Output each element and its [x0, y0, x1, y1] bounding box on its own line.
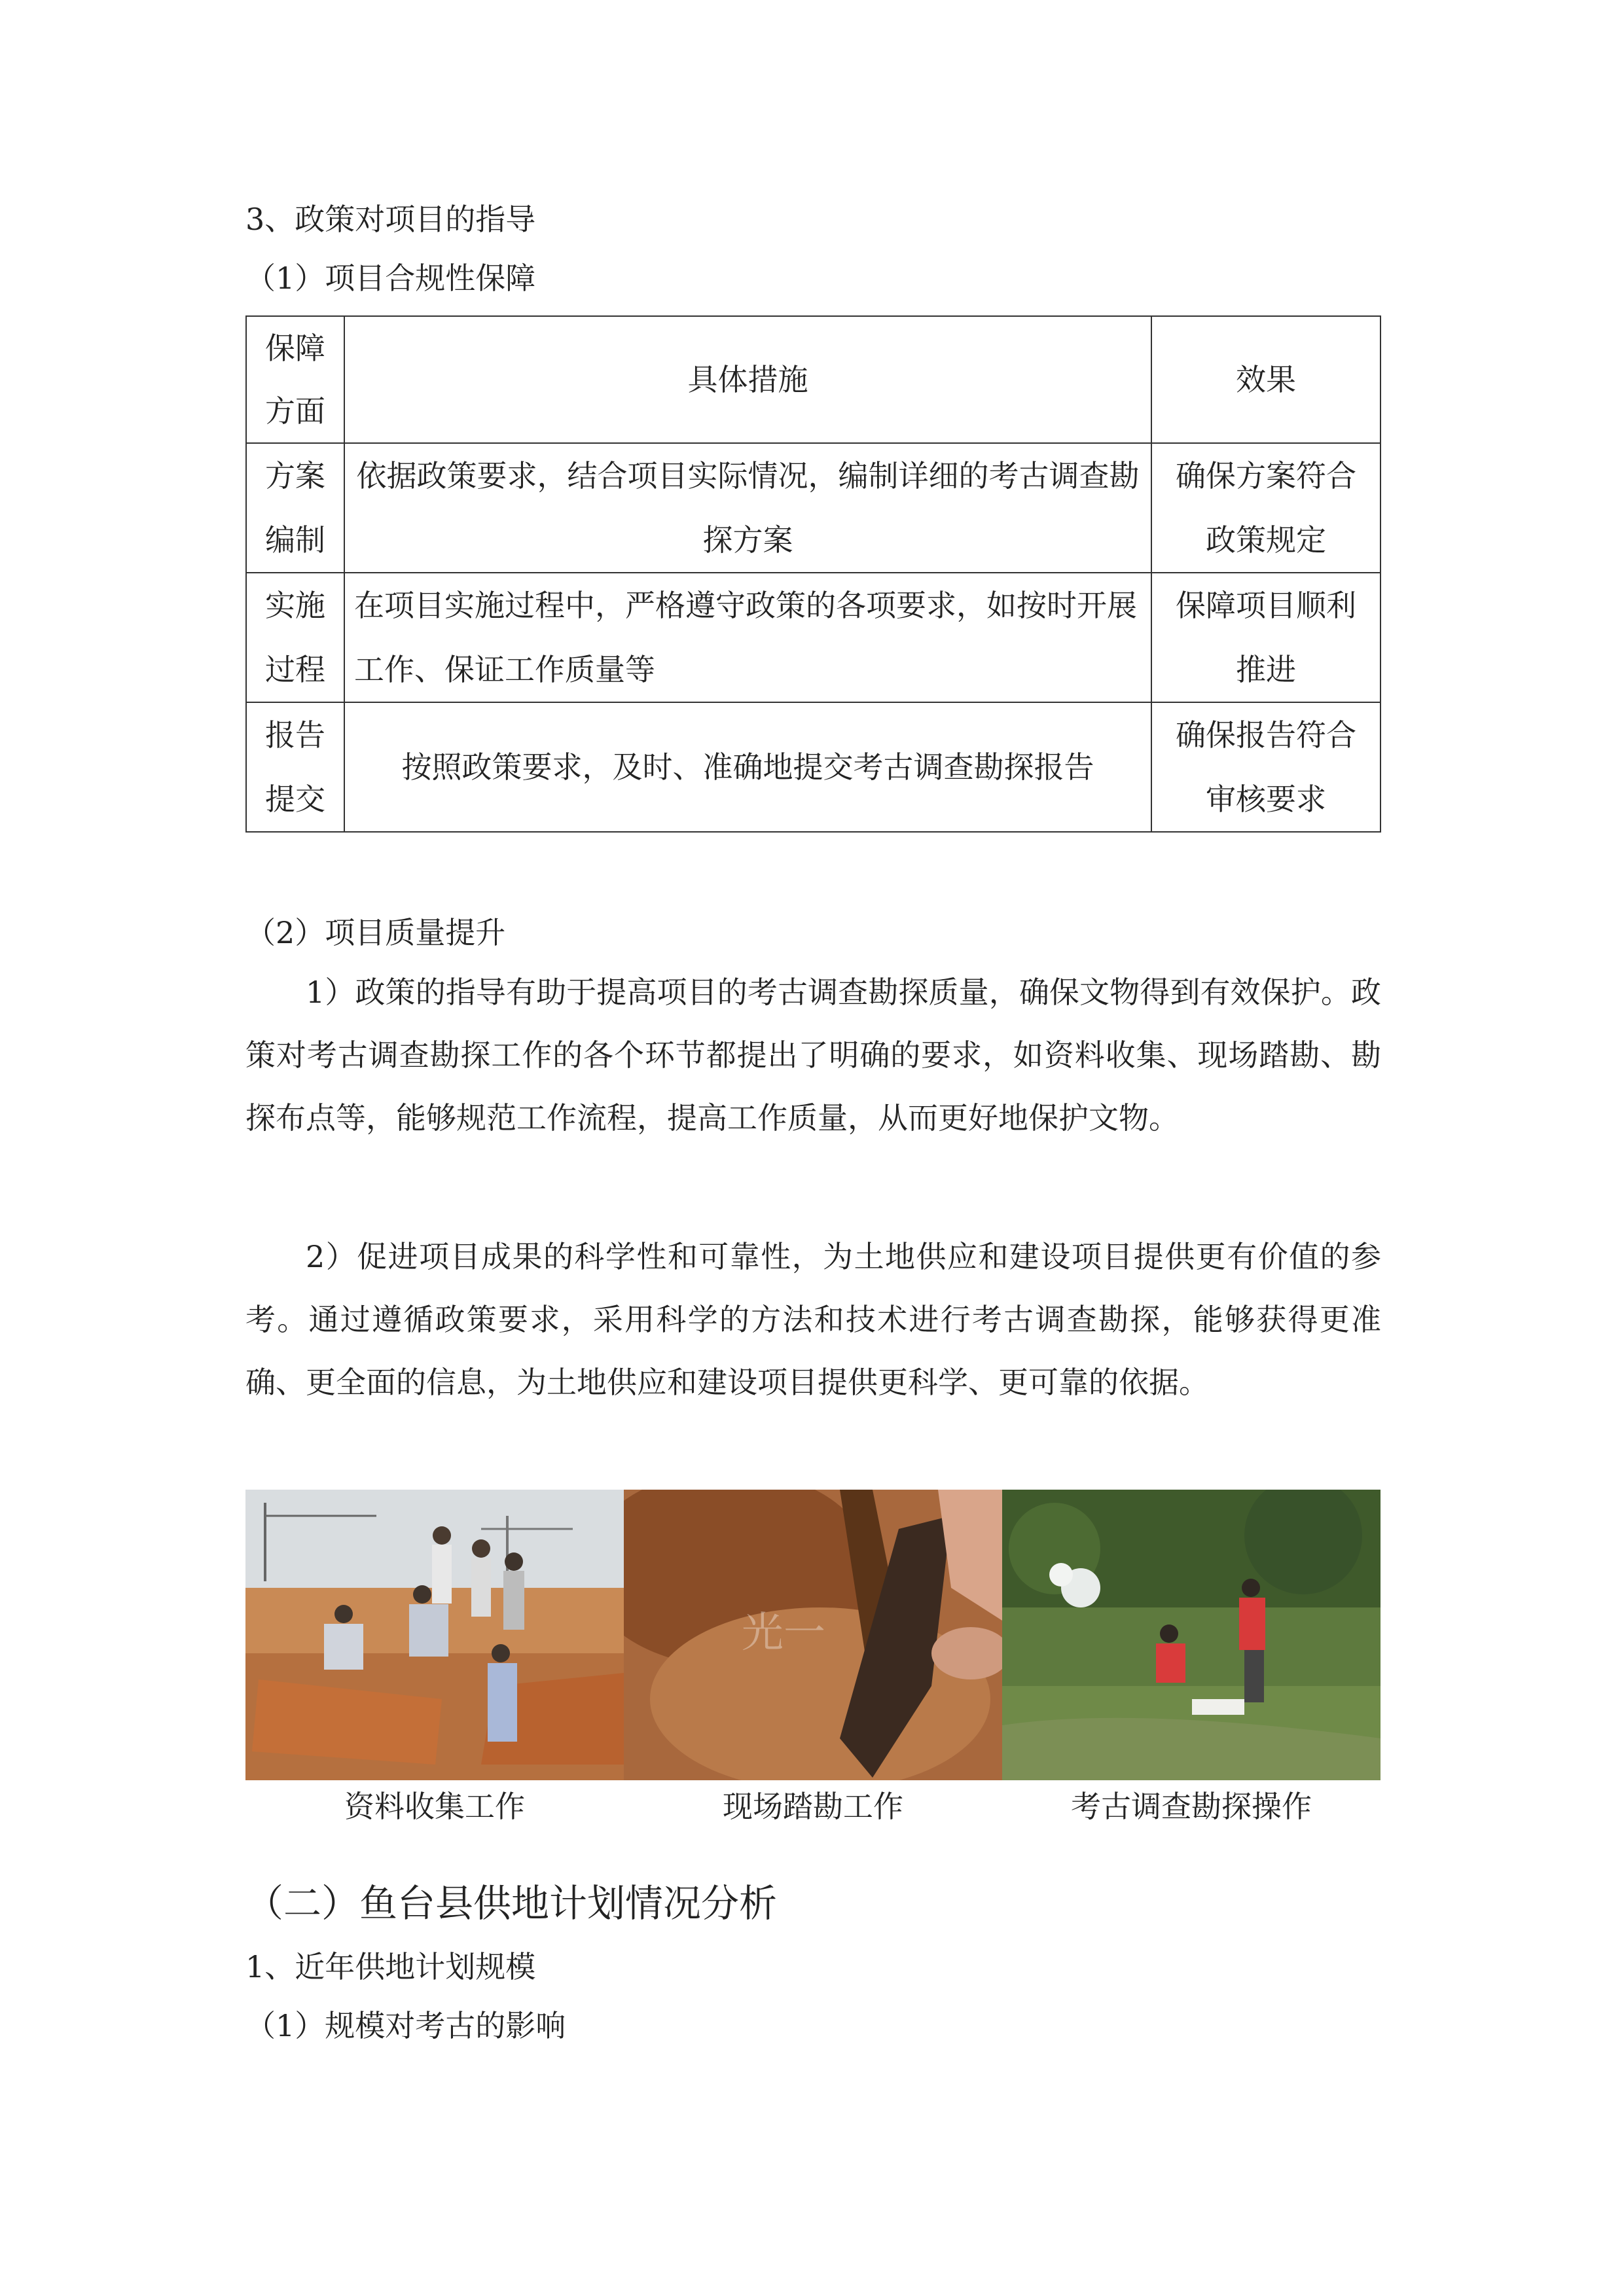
table-cell-effect: 确保报告符合审核要求 — [1151, 702, 1380, 832]
photo-caption: 资料收集工作 — [344, 1789, 525, 1824]
table-header-measures: 具体措施 — [344, 316, 1151, 443]
table-cell-measures: 依据政策要求，结合项目实际情况，编制详细的考古调查勘探方案 — [344, 443, 1151, 573]
photo-site-survey — [624, 1490, 1002, 1780]
photo-caption: 考古调查勘探操作 — [1071, 1789, 1312, 1824]
table-cell-effect: 保障项目顺利推进 — [1151, 573, 1380, 702]
paragraph-1: 1）政策的指导有助于提高项目的考古调查勘探质量，确保文物得到有效保护。政策对考古调查勘探工作的各个环节都提出了明确的要求，如资料收集、现场踏勘、勘探布点等，能够规范工作流程，提高工作质量，从而更好地保护文物。 — [245, 975, 1381, 1136]
photo-survey-operation — [1002, 1490, 1380, 1780]
photo-watermark: 光一 — [742, 1609, 825, 1657]
heading-supply-scale: 1、近年供地计划规模 — [245, 1949, 536, 1984]
heading-compliance: （1）项目合规性保障 — [245, 260, 536, 296]
table-cell-measures: 在项目实施过程中，严格遵守政策的各项要求，如按时开展工作、保证工作质量等 — [344, 573, 1151, 702]
table-header-row — [246, 316, 1380, 443]
photo-caption: 现场踏勘工作 — [723, 1789, 903, 1824]
table-header-effect: 效果 — [1151, 316, 1380, 443]
table-cell-measures: 按照政策要求，及时、准确地提交考古调查勘探报告 — [344, 702, 1151, 832]
table-row — [246, 702, 1380, 832]
table-cell-aspect: 方案编制 — [246, 443, 344, 573]
heading-quality: （2）项目质量提升 — [245, 915, 506, 950]
heading-policy-guidance: 3、政策对项目的指导 — [245, 202, 536, 237]
table-header-aspect: 保障方面 — [246, 316, 344, 443]
heading-scale-impact: （1）规模对考古的影响 — [245, 2008, 566, 2043]
table-cell-aspect: 报告提交 — [246, 702, 344, 832]
section-heading: （二）鱼台县供地计划情况分析 — [245, 1881, 778, 1926]
paragraph-2: 2）促进项目成果的科学性和可靠性，为土地供应和建设项目提供更有价值的参考。通过遵循政策要求，采用科学的方法和技术进行考古调查勘探，能够获得更准确、更全面的信息，为土地供应和建设项目提供更科学、更可靠的依据。 — [245, 1239, 1381, 1400]
table-row — [246, 443, 1380, 573]
photo-data-collection — [245, 1490, 624, 1780]
table-row — [246, 573, 1380, 702]
photo-strip — [245, 1490, 1381, 1780]
compliance-table — [245, 315, 1381, 833]
table-cell-effect: 确保方案符合政策规定 — [1151, 443, 1380, 573]
table-cell-aspect: 实施过程 — [246, 573, 344, 702]
